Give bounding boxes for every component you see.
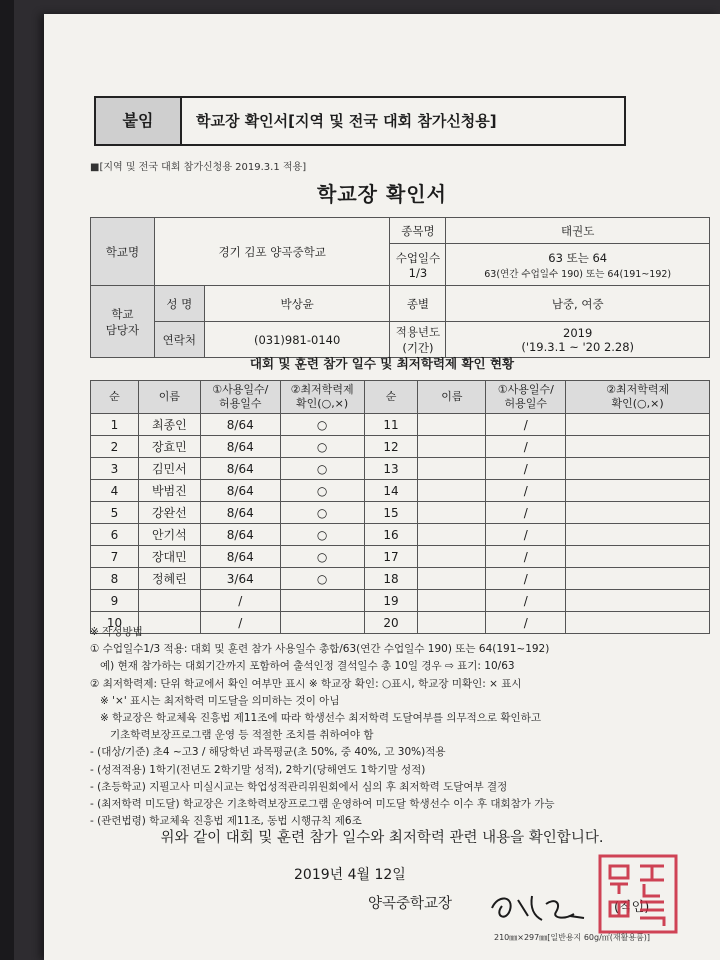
row-check-2 [566, 568, 710, 590]
manager-label-line2: 담당자 [105, 322, 140, 337]
document-title: 학교장 확인서 [317, 182, 447, 206]
days-label-line2: 1/3 [408, 265, 428, 280]
participation-table [90, 380, 710, 634]
col-days-2-line2: 허용일수 [504, 397, 548, 410]
principal-title: 양곡중학교장 [368, 896, 453, 912]
row-days: 8/64 [200, 524, 280, 546]
row-no-2: 14 [364, 480, 418, 502]
row-no: 10 [91, 612, 139, 634]
row-no-2: 17 [364, 546, 418, 568]
category-label: 종별 [390, 286, 446, 322]
school-info-table [90, 217, 710, 358]
row-name: 김민서 [138, 458, 200, 480]
col-check-2 [566, 381, 710, 414]
year-value-line2: ('19.3.1 ~ '20 2.28) [521, 339, 635, 354]
row-days: / [200, 612, 280, 634]
row-days-2: / [486, 502, 566, 524]
row-no: 1 [91, 414, 139, 436]
document-page [44, 14, 720, 960]
table-header-row [91, 381, 710, 414]
row-no-2: 12 [364, 436, 418, 458]
table-row [91, 414, 710, 436]
row-check: ○ [280, 502, 364, 524]
paper-spec: 210㎜×297㎜[일반용지 60g/㎡(재활용품)] [494, 933, 651, 942]
row-check: ○ [280, 414, 364, 436]
days-label [390, 244, 446, 286]
row-no-2: 15 [364, 502, 418, 524]
row-check-2 [566, 436, 710, 458]
table-row [91, 546, 710, 568]
applicability-note: ■[지역 및 전국 대회 참가신청용 2019.3.1 적용] [90, 162, 307, 173]
row-name-2 [418, 524, 486, 546]
instruction-line: - (초등학교) 지필고사 미실시교는 학업성적관리위원회에서 심의 후 최저학력 도달여부 결정 [90, 780, 508, 793]
days-label-line1: 수업일수 [395, 250, 441, 265]
days-value [446, 244, 710, 286]
row-days-2: / [486, 458, 566, 480]
row-no-2: 16 [364, 524, 418, 546]
instruction-line: 기초학력보장프로그램 운영 등 적절한 조치를 취하여야 함 [90, 729, 374, 742]
instruction-line: ※ '×' 표시는 최저학력 미도달을 의미하는 것이 아님 [90, 694, 340, 707]
row-name-2 [418, 546, 486, 568]
row-check [280, 590, 364, 612]
row-check-2 [566, 524, 710, 546]
row-days: 8/64 [200, 502, 280, 524]
row-no: 2 [91, 436, 139, 458]
contact-label: 연락처 [154, 322, 204, 358]
row-days: 8/64 [200, 480, 280, 502]
instruction-line: ※ 학교장은 학교체육 진흥법 제11조에 따라 학생선수 최저학력 도달여부를 의무적으로 확인하고 [90, 712, 541, 725]
instruction-line: - (대상/기준) 초4 ~고3 / 해당학년 과목평균(초 50%, 중 40%, 고 30%)적용 [90, 746, 446, 759]
instruction-line: 예) 현재 참가하는 대회기간까지 포함하여 출석인정 결석일수 총 10일 경우 ⇨ 표기: 10/63 [90, 660, 515, 673]
col-check-2-line2: 확인(○,×) [611, 397, 664, 410]
year-value-line1: 2019 [563, 325, 593, 340]
row-check-2 [566, 414, 710, 436]
row-name: 정혜린 [138, 568, 200, 590]
days-value-line2: 63(연간 수업일수 190) 또는 64(191~192) [484, 268, 672, 280]
instruction-line: ① 수업일수1/3 적용: 대회 및 훈련 참가 사용일수 총합/63(연간 수업일수 190) 또는 64(191~192) [90, 643, 550, 656]
seal-label: (직인) [614, 900, 650, 915]
row-name: 최종인 [138, 414, 200, 436]
row-name: 강완선 [138, 502, 200, 524]
instruction-line: - (성적적용) 1학기(전년도 2학기말 성적), 2학기(당해연도 1학기말 성적) [90, 763, 426, 776]
col-days-2 [486, 381, 566, 414]
section-title: 대회 및 훈련 참가 일수 및 최저학력제 확인 현황 [249, 356, 515, 371]
col-name-2: 이름 [418, 381, 486, 414]
days-value-line1: 63 또는 64 [548, 250, 608, 265]
table-row [91, 480, 710, 502]
row-check-2 [566, 502, 710, 524]
row-days: 8/64 [200, 414, 280, 436]
row-name-2 [418, 480, 486, 502]
sport-value: 태권도 [446, 218, 710, 244]
manager-label-line1: 학교 [111, 306, 134, 321]
row-days: 8/64 [200, 436, 280, 458]
row-check: ○ [280, 436, 364, 458]
name-label: 성 명 [154, 286, 204, 322]
row-name [138, 590, 200, 612]
col-name: 이름 [138, 381, 200, 414]
col-days-line1: ①사용일수/ [212, 383, 269, 396]
col-check-line1: ②최저학력제 [290, 383, 354, 396]
table-row [91, 436, 710, 458]
row-name-2 [418, 414, 486, 436]
row-days-2: / [486, 436, 566, 458]
row-check-2 [566, 546, 710, 568]
row-days-2: / [486, 568, 566, 590]
official-seal [596, 852, 680, 936]
row-days-2: / [486, 414, 566, 436]
manager-label [91, 286, 155, 358]
col-no: 순 [91, 381, 139, 414]
col-days-2-line1: ①사용일수/ [497, 383, 554, 396]
row-name: 장대민 [138, 546, 200, 568]
row-days-2: / [486, 612, 566, 634]
attachment-header [94, 96, 626, 146]
school-label: 학교명 [91, 218, 155, 286]
col-days-line2: 허용일수 [218, 397, 262, 410]
row-check: ○ [280, 568, 364, 590]
row-no: 5 [91, 502, 139, 524]
row-no-2: 18 [364, 568, 418, 590]
table-row [91, 590, 710, 612]
table-row [91, 502, 710, 524]
row-days-2: / [486, 524, 566, 546]
row-days-2: / [486, 546, 566, 568]
year-label-line1: 적용년도 [395, 324, 441, 339]
row-check-2 [566, 458, 710, 480]
row-no: 6 [91, 524, 139, 546]
row-name: 장효민 [138, 436, 200, 458]
col-check-2-line1: ②최저학력제 [606, 383, 670, 396]
row-no-2: 19 [364, 590, 418, 612]
instruction-line: - (최저학력 미도달) 학교장은 기초학력보장프로그램 운영하여 미도달 학생선수 이수 후 대회참가 가능 [90, 798, 555, 811]
instruction-line: - (관련법령) 학교체육 진흥법 제11조, 동법 시행규칙 제6조 [90, 815, 362, 828]
year-label-line2: (기간) [402, 340, 434, 355]
row-no: 7 [91, 546, 139, 568]
row-name-2 [418, 590, 486, 612]
col-check [280, 381, 364, 414]
row-no: 4 [91, 480, 139, 502]
row-name-2 [418, 502, 486, 524]
row-no: 3 [91, 458, 139, 480]
row-no: 8 [91, 568, 139, 590]
row-check: ○ [280, 524, 364, 546]
table-row [91, 568, 710, 590]
col-check-line2: 확인(○,×) [296, 397, 349, 410]
name-value: 박상윤 [204, 286, 390, 322]
sport-label: 종목명 [390, 218, 446, 244]
row-name-2 [418, 458, 486, 480]
issue-date: 2019년 4월 12일 [294, 867, 406, 883]
category-value: 남중, 여중 [446, 286, 710, 322]
row-no-2: 13 [364, 458, 418, 480]
school-value: 경기 김포 양곡중학교 [154, 218, 390, 286]
col-no-2: 순 [364, 381, 418, 414]
row-check-2 [566, 480, 710, 502]
row-name: 박범진 [138, 480, 200, 502]
instruction-line: ※ 작성방법 [90, 626, 143, 638]
year-value [446, 322, 710, 358]
row-no-2: 11 [364, 414, 418, 436]
attachment-label: 붙임 [96, 98, 182, 144]
row-check: ○ [280, 458, 364, 480]
table-row [91, 524, 710, 546]
row-check-2 [566, 590, 710, 612]
confirmation-text: 위와 같이 대회 및 훈련 참가 일수와 최저학력 관련 내용을 확인합니다. [160, 830, 604, 846]
row-name-2 [418, 568, 486, 590]
attachment-title: 학교장 확인서[지역 및 전국 대회 참가신청용] [196, 112, 497, 130]
row-check: ○ [280, 480, 364, 502]
instructions [90, 624, 710, 830]
row-name-2 [418, 436, 486, 458]
row-check: ○ [280, 546, 364, 568]
background-edge [0, 0, 14, 960]
row-days-2: / [486, 590, 566, 612]
col-days [200, 381, 280, 414]
row-days: 3/64 [200, 568, 280, 590]
row-days: / [200, 590, 280, 612]
row-no-2: 20 [364, 612, 418, 634]
row-no: 9 [91, 590, 139, 612]
table-row [91, 458, 710, 480]
handwritten-signature [484, 886, 604, 932]
row-days: 8/64 [200, 546, 280, 568]
instruction-line: ② 최저학력제: 단위 학교에서 확인 여부만 표시 ※ 학교장 확인: ○표시, 학교장 미확인: × 표시 [90, 677, 522, 690]
contact-value: (031)981-0140 [204, 322, 390, 358]
row-name: 안기석 [138, 524, 200, 546]
row-days: 8/64 [200, 458, 280, 480]
year-label [390, 322, 446, 358]
row-days-2: / [486, 480, 566, 502]
